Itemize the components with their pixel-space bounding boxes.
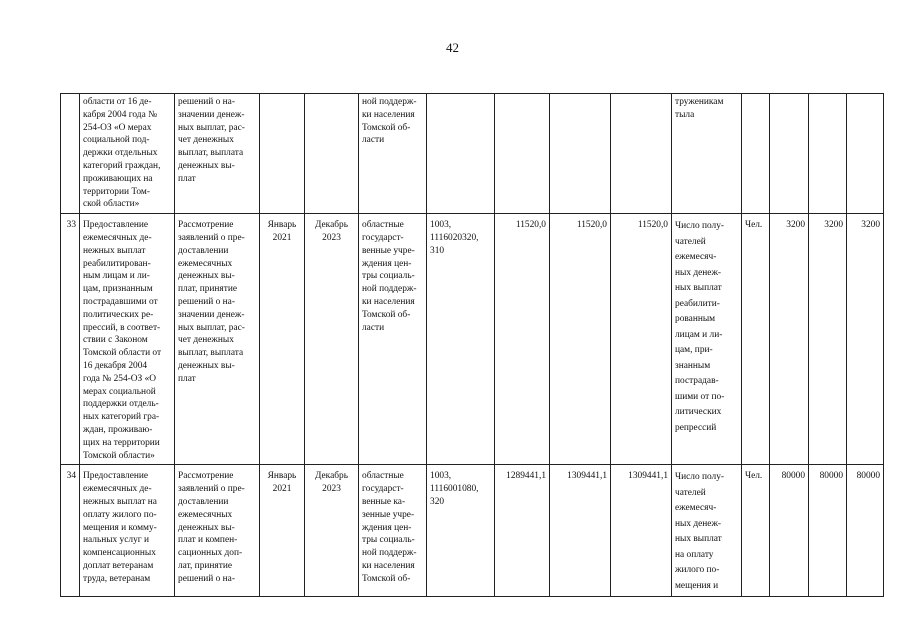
- indicator-year-3: 3200: [847, 214, 884, 465]
- measure-action: решений о на- значении денеж- ных выплат, рас- чет денежных выплат, выплата денежных вы- плат: [175, 94, 260, 214]
- budget-code: 1003, 1116001080, 320: [427, 465, 495, 597]
- start-date: [260, 94, 305, 214]
- indicator-year-3: [847, 94, 884, 214]
- measure-action: Рассмотрение заявлений о пре- доставлении ежемесячных денежных вы- плат и компен- сационных доп- лат, принятие решений о на-: [175, 465, 260, 597]
- measure-name: Предоставление ежемесячных де- нежных выплат реабилитирован- ным лицам и ли- цам, признанным пострадавшими от политических ре- прессий, в соответ- ствии с Законом Томской области от 16 декабря 2004 года № 254-ОЗ «О мерах социальной поддержки отдель- ных категорий гра- ждан, проживаю- щих на территории Томской области»: [80, 214, 175, 465]
- funding-year-1: 11520,0: [495, 214, 550, 465]
- funding-year-2: [550, 94, 611, 214]
- indicator-year-1: [770, 94, 809, 214]
- indicator-year-2: 3200: [809, 214, 847, 465]
- indicator-year-2: [809, 94, 847, 214]
- indicator-unit: [742, 94, 770, 214]
- program-measures-table: [60, 93, 884, 597]
- measure-name: Предоставление ежемесячных де- нежных выплат на оплату жилого по- мещения и комму- нальных услуг и компенсационных доплат ветеранам труда, ветеранам: [80, 465, 175, 597]
- row-number: [61, 94, 80, 214]
- indicator-unit: Чел.: [742, 214, 770, 465]
- table-row: [61, 214, 884, 465]
- indicator-name: труженикам тыла: [672, 94, 742, 214]
- indicator-year-1: 80000: [770, 465, 809, 597]
- executor: областные государст- венные учре- ждения цен- тры социаль- ной поддерж- ки населения Томской об- ласти: [359, 214, 427, 465]
- budget-code: [427, 94, 495, 214]
- funding-year-2: 1309441,1: [550, 465, 611, 597]
- row-number: 33: [61, 214, 80, 465]
- funding-year-1: 1289441,1: [495, 465, 550, 597]
- funding-year-1: [495, 94, 550, 214]
- page-number: 42: [446, 40, 459, 55]
- end-date: Декабрь 2023: [305, 214, 359, 465]
- table-row: [61, 94, 884, 214]
- indicator-name: Число полу- чателей ежемесяч- ных денеж- ных выплат реабилити- рованным лицам и ли- цам, при- знанным пострадав- шими от по- литических репрессий: [672, 214, 742, 465]
- measure-action: Рассмотрение заявлений о пре- доставлении ежемесячных денежных вы- плат, принятие решений о на- значении денеж- ных выплат, рас- чет денежных выплат, выплата денежных вы- плат: [175, 214, 260, 465]
- indicator-year-3: 80000: [847, 465, 884, 597]
- end-date: [305, 94, 359, 214]
- indicator-unit: Чел.: [742, 465, 770, 597]
- executor: областные государст- венные ка- зенные учре- ждения цен- тры социаль- ной поддерж- ки населения Томской об-: [359, 465, 427, 597]
- funding-year-3: [611, 94, 672, 214]
- funding-year-3: 11520,0: [611, 214, 672, 465]
- indicator-year-2: 80000: [809, 465, 847, 597]
- funding-year-3: 1309441,1: [611, 465, 672, 597]
- indicator-name: Число полу- чателей ежемесяч- ных денеж- ных выплат на оплату жилого по- мещения и: [672, 465, 742, 597]
- executor: ной поддерж- ки населения Томской об- ласти: [359, 94, 427, 214]
- funding-year-2: 11520,0: [550, 214, 611, 465]
- indicator-year-1: 3200: [770, 214, 809, 465]
- start-date: Январь 2021: [260, 465, 305, 597]
- table-row: [61, 465, 884, 597]
- start-date: Январь 2021: [260, 214, 305, 465]
- measure-name: области от 16 де- кабря 2004 года № 254-ОЗ «О мерах социальной под- держки отдельных категорий граждан, проживающих на территории Том- ской области»: [80, 94, 175, 214]
- row-number: 34: [61, 465, 80, 597]
- budget-code: 1003, 1116020320, 310: [427, 214, 495, 465]
- end-date: Декабрь 2023: [305, 465, 359, 597]
